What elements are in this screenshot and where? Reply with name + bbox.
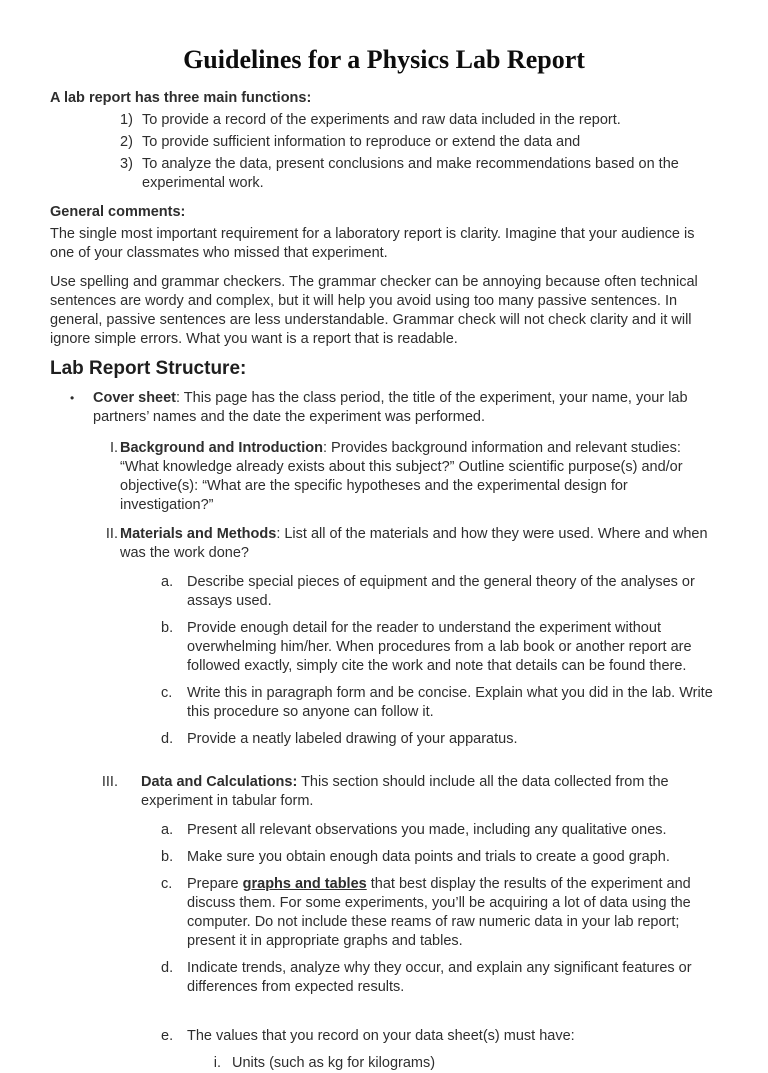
list-item-letter: a. [161, 822, 174, 838]
section-title-bold: Materials and Methods [120, 526, 277, 542]
general-comments-heading: General comments: [50, 204, 186, 220]
section-title-rest: : Provides background information and relevant studies: “What knowledge already exists about this subject?” Outline scientific purpose(s) and/or objective(s): “What are the specific hypotheses and the experimental design for investigation?” [120, 440, 683, 513]
list-item-text: Write this in paragraph form and be concise. Explain what you did in the lab. Write this procedure so anyone can follow it. [187, 685, 713, 720]
list-item-letter: e. [161, 1028, 174, 1044]
intro-numbered-list [50, 111, 718, 193]
cover-sheet-bold: Cover sheet [93, 390, 177, 406]
section-materials-methods [50, 525, 718, 563]
text-run: that best display the results of the experiment and discuss them. For some experiments, you’ll be acquiring a lot of data using the computer. Do not include these reams of raw numeric data in your lab report; present it in appropriate graphs and tables. [187, 876, 691, 949]
list-item-letter: c. [161, 685, 173, 701]
graphs-tables-emphasis: graphs and tables [242, 876, 367, 892]
list-item-text: Describe special pieces of equipment and the general theory of the analyses or assays used. [187, 574, 695, 609]
lab-report-structure-heading: Lab Report Structure: [50, 358, 247, 379]
vertical-spacer [50, 1005, 718, 1027]
list-item-letter: d. [161, 731, 174, 747]
intro-heading: A lab report has three main functions: [50, 90, 312, 106]
list-item [50, 111, 718, 130]
list-item-text: To provide a record of the experiments and raw data included in the report. [142, 112, 621, 128]
roman-numeral: I. [109, 440, 118, 456]
list-item-letter: b. [161, 620, 174, 636]
list-item [50, 573, 718, 611]
list-item-text [187, 875, 718, 951]
list-item-text: Indicate trends, analyze why they occur, and explain any significant features or differences from expected results. [187, 960, 692, 995]
list-item [50, 821, 718, 840]
cover-sheet-item [50, 389, 718, 427]
general-comments-paragraph-1: The single most important requirement for a laboratory report is clarity. Imagine that your audience is one of your classmates who missed that experiment. [50, 226, 695, 261]
list-item [50, 1027, 718, 1046]
list-item [50, 133, 718, 152]
data-calculations-sublist [50, 821, 718, 1073]
list-item-letter: b. [161, 849, 174, 865]
list-item-roman-lower: i. [213, 1055, 221, 1071]
section-title-bold: Data and Calculations: [141, 774, 298, 790]
list-item-text: Present all relevant observations you made, including any qualitative ones. [187, 822, 667, 838]
materials-methods-sublist [50, 573, 718, 749]
list-item-text: To analyze the data, present conclusions and make recommendations based on the experimental work. [142, 156, 679, 191]
section-text [120, 439, 718, 515]
list-item-number: 2) [120, 134, 133, 150]
list-item-letter: c. [161, 876, 173, 892]
list-item [50, 619, 718, 676]
units-sub-item [50, 1054, 718, 1073]
list-item-number: 1) [120, 112, 133, 128]
cover-sheet-rest: : This page has the class period, the title of the experiment, your name, your lab partners’ names and the date the experiment was performed. [93, 390, 688, 425]
list-item-text: To provide sufficient information to reproduce or extend the data and [142, 134, 581, 150]
list-item-text: Provide enough detail for the reader to understand the experiment without overwhelming him/her. When procedures from a lab book or another report are followed exactly, simply cite the work and note that details can be found there. [187, 620, 692, 674]
list-item-number: 3) [120, 156, 133, 172]
section-data-calculations [50, 773, 718, 811]
vertical-spacer [50, 757, 718, 773]
list-item [50, 848, 718, 867]
section-background-introduction [50, 439, 718, 515]
cover-sheet-text [93, 389, 718, 427]
document-title: Guidelines for a Physics Lab Report [183, 45, 585, 74]
list-item-letter: d. [161, 960, 174, 976]
bullet-icon: • [70, 391, 75, 405]
list-item [50, 730, 718, 749]
list-item-text: The values that you record on your data sheet(s) must have: [187, 1028, 575, 1044]
roman-numeral: III. [101, 774, 118, 790]
section-text [141, 773, 718, 811]
list-item-text: Units (such as kg for kilograms) [232, 1055, 436, 1071]
general-comments-paragraph-2: Use spelling and grammar checkers. The grammar checker can be annoying because often technical sentences are wordy and complex, but it will help you avoid using too many passive sentences. In general, passive sentences are less understandable. Grammar check will not check clarity and it will ignore simple errors. What you want is a report that is readable. [50, 274, 698, 347]
section-title-bold: Background and Introduction [120, 440, 323, 456]
section-title-rest: This section should include all the data collected from the experiment in tabular form. [141, 774, 669, 809]
list-item [50, 155, 718, 193]
section-title-rest: : List all of the materials and how they were used. Where and when was the work done? [120, 526, 708, 561]
list-item-text: Provide a neatly labeled drawing of your apparatus. [187, 731, 518, 747]
list-item [50, 684, 718, 722]
list-item-text: Make sure you obtain enough data points and trials to create a good graph. [187, 849, 670, 865]
list-item [50, 959, 718, 997]
list-item [50, 875, 718, 951]
roman-numeral: II. [105, 526, 118, 542]
list-item-letter: a. [161, 574, 174, 590]
section-text [120, 525, 718, 563]
text-run: Prepare [187, 876, 243, 892]
